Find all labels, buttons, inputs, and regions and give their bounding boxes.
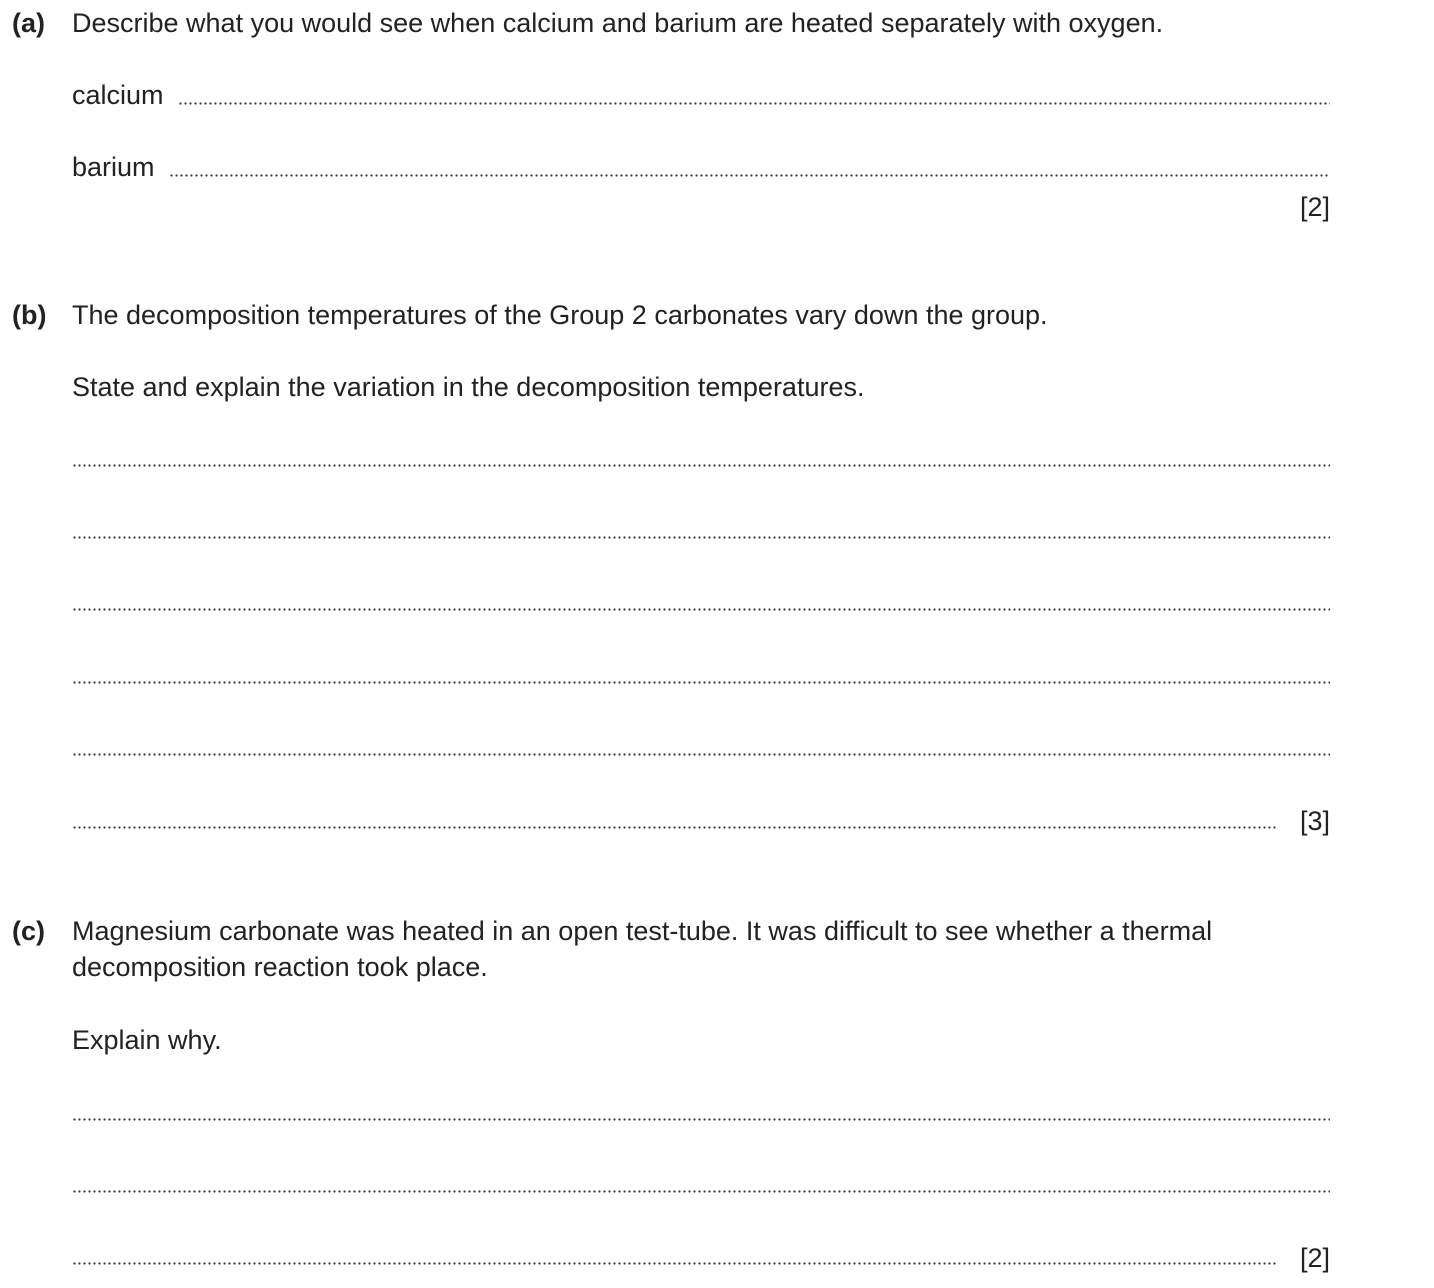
part-b-label: (b) — [12, 300, 47, 330]
answer-line-b-2[interactable] — [72, 514, 1330, 544]
dotted-line — [72, 536, 1330, 539]
dotted-line — [169, 174, 1330, 177]
part-b-marks: [3] — [1299, 806, 1330, 836]
answer-label-barium: barium — [72, 152, 155, 182]
answer-line-calcium[interactable] — [72, 80, 1330, 110]
answer-line-b-1[interactable] — [72, 442, 1330, 472]
part-c-marks: [2] — [1299, 1243, 1330, 1273]
dotted-line — [178, 102, 1330, 105]
dotted-line — [72, 464, 1330, 467]
answer-line-b-4[interactable] — [72, 659, 1330, 689]
part-c-instruction: Explain why. — [72, 1025, 222, 1055]
answer-line-b-5[interactable] — [72, 731, 1330, 761]
answer-line-b-6[interactable] — [72, 804, 1278, 834]
part-a-question: Describe what you would see when calcium and barium are heated separately with oxygen. — [72, 8, 1164, 38]
part-a-marks: [2] — [1299, 192, 1330, 222]
answer-line-c-3[interactable] — [72, 1240, 1278, 1270]
dotted-line — [72, 1190, 1330, 1193]
dotted-line — [72, 753, 1330, 756]
dotted-line — [72, 826, 1278, 829]
part-c-label: (c) — [12, 916, 45, 946]
dotted-line — [72, 681, 1330, 684]
part-a-label: (a) — [12, 8, 45, 38]
dotted-line — [72, 608, 1330, 611]
answer-line-barium[interactable] — [72, 152, 1330, 182]
answer-label-calcium: calcium — [72, 80, 164, 110]
part-b-instruction: State and explain the variation in the decomposition temperatures. — [72, 372, 865, 402]
part-c-intro: Magnesium carbonate was heated in an open test-tube. It was difficult to see whether a thermal decomposition reaction took place. — [72, 916, 1213, 982]
answer-line-b-3[interactable] — [72, 586, 1330, 616]
answer-line-c-1[interactable] — [72, 1096, 1330, 1126]
dotted-line — [72, 1262, 1278, 1265]
part-b-intro: The decomposition temperatures of the Group 2 carbonates vary down the group. — [72, 300, 1048, 330]
dotted-line — [72, 1118, 1330, 1121]
answer-line-c-2[interactable] — [72, 1168, 1330, 1198]
